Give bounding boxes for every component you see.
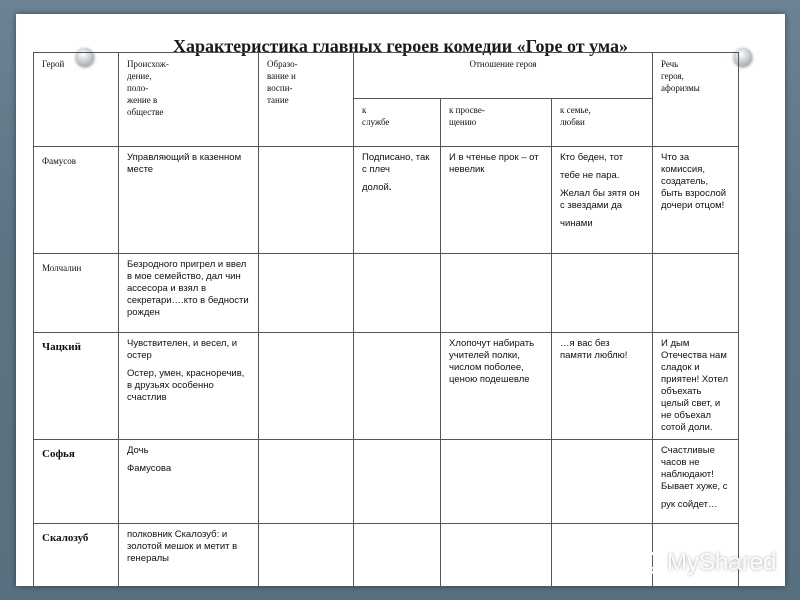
- header-education: Образо- вание и воспи- тание: [259, 53, 354, 147]
- origin-line: Остер, умен, красноречив, в друзьях особенно счастлив: [127, 368, 245, 403]
- origin-cell: [119, 440, 259, 524]
- table-row: [34, 333, 739, 440]
- header-origin: Происхож- дение, поло- жение в обществе: [119, 53, 259, 147]
- header-attitude: Отношение героя: [354, 53, 653, 99]
- origin-cell: Управляющий в казенном месте: [119, 147, 259, 254]
- education-cell: [259, 254, 354, 333]
- speech-cell: Что за комиссия, создатель, быть взрослой дочери отцом!: [653, 147, 739, 254]
- service-text: Подписано, так с плеч: [362, 152, 430, 175]
- speech-cell: [653, 254, 739, 333]
- education-cell: [259, 524, 354, 588]
- enlightenment-cell: [441, 254, 552, 333]
- family-line: Кто беден, тот: [560, 152, 624, 163]
- speech-text-2: рук сойдет…: [661, 499, 718, 510]
- origin-cell: [119, 333, 259, 440]
- hero-name: Фамусов: [34, 147, 119, 254]
- service-cell: [354, 333, 441, 440]
- education-cell: [259, 440, 354, 524]
- enlightenment-cell: Хлопочут набирать учителей полки, числом поболее, ценою подешевле: [441, 333, 552, 440]
- enlightenment-cell: [441, 524, 552, 588]
- service-cell: [354, 440, 441, 524]
- watermark-text: MyShared: [667, 549, 777, 576]
- family-cell: [552, 254, 653, 333]
- page-title: Характеристика главных героев комедии «Горе от ума»: [172, 36, 629, 56]
- speech-cell: [653, 440, 739, 524]
- header-hero: Герой: [34, 53, 119, 147]
- education-cell: [259, 333, 354, 440]
- hero-name: Софья: [34, 440, 119, 524]
- speech-cell: И дым Отечества нам сладок и приятен! Хотел объехать целый свет, и не объехал сотой доли.: [653, 333, 739, 440]
- header-enlightenment: к просве- щению: [441, 99, 552, 147]
- header-service: к службе: [354, 99, 441, 147]
- hero-name: Молчалин: [34, 254, 119, 333]
- family-cell: [552, 440, 653, 524]
- service-cell: [354, 524, 441, 588]
- family-cell: …я вас без памяти люблю!: [552, 333, 653, 440]
- education-cell: [259, 147, 354, 254]
- origin-cell: Безродного пригрел и ввел в мое семейство, дал чин ассесора и взял в секретари….кто в бедности рожден: [119, 254, 259, 333]
- service-text-2: долой: [362, 182, 389, 193]
- family-line: чинами: [560, 218, 593, 229]
- table-row: [34, 147, 739, 254]
- origin-cell: полковник Скалозуб: и золотой мешок и метит в генералы: [119, 524, 259, 588]
- watermark: [636, 549, 776, 577]
- hero-name: Скалозуб: [34, 524, 119, 588]
- family-line: тебе не пара.: [560, 170, 620, 181]
- hero-name: Чацкий: [34, 333, 119, 440]
- table-row: [34, 440, 739, 524]
- presentation-icon: [636, 551, 662, 575]
- table-row: [34, 254, 739, 333]
- speech-text: Счастливые часов не наблюдают! Бывает хуже, с: [661, 445, 728, 492]
- origin-line: Дочь: [127, 445, 149, 456]
- table-row: [34, 524, 739, 588]
- origin-line: Чувствителен, и весел, и остер: [127, 338, 238, 361]
- header-speech: Речь героя, афоризмы: [653, 53, 739, 147]
- service-cell: Подписано, так с плеч долой.: [354, 147, 441, 254]
- enlightenment-cell: И в чтенье прок – от невелик: [441, 147, 552, 254]
- characters-table: [33, 52, 739, 588]
- family-cell: [552, 147, 653, 254]
- service-cell: [354, 254, 441, 333]
- family-line: Желал бы зятя он с звездами да: [560, 188, 640, 211]
- origin-line: Фамусова: [127, 463, 172, 474]
- header-family: к семье, любви: [552, 99, 653, 147]
- enlightenment-cell: [441, 440, 552, 524]
